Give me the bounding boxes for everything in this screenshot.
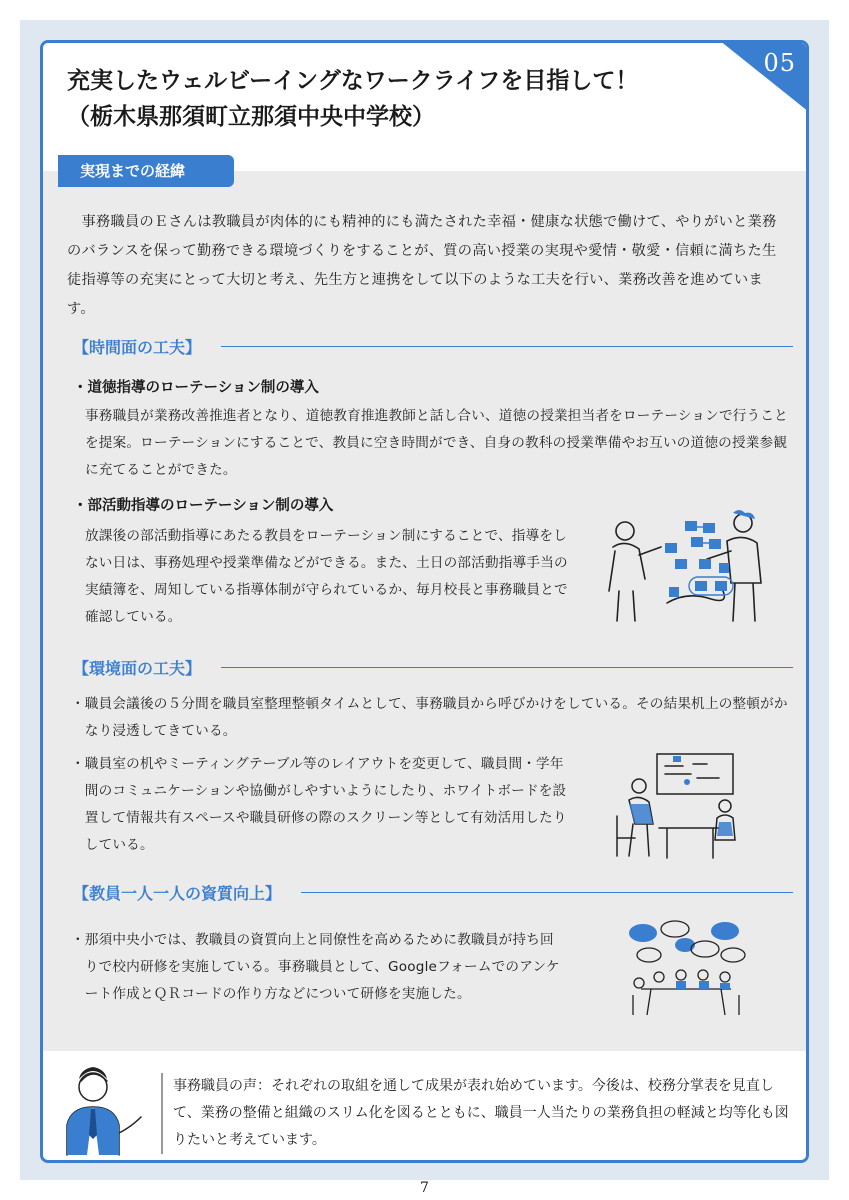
item-body-moral-rotation: 事務職員が業務改善推進者となり、道徳教育推進教師と話し合い、道徳の授業担当者をローテーションで行うことを提案。ローテーションにすることで、教員に空き時間ができ、自身の教科の授業準備やお互いの道徳の授業参観に充てることができた。 (85, 408, 788, 478)
staff-room-illustration (613, 746, 753, 862)
quality-heading-text: 【教員一人一人の資質向上】 (73, 884, 282, 903)
time-section-heading (73, 335, 793, 358)
page-title (67, 63, 638, 135)
env-bullet-1-text: 職員会議後の５分間を職員室整理整頓タイムとして、事務職員から呼びかけをしている。その結果机上の整頓がかなり浸透してきている。 (84, 696, 788, 739)
item-title-club-rotation: ・部活動指導のローテーション制の導入 (73, 498, 334, 514)
env-bullet-tidy-time: ・ 職員会議後の５分間を職員室整理整頓タイムとして、事務職員から呼びかけをしている。その結果机上の整頓がかなり浸透してきている。 (71, 691, 791, 745)
card-header (43, 43, 806, 171)
case-card (40, 40, 809, 1163)
staff-voice-box (43, 1051, 806, 1163)
time-heading-text: 【時間面の工夫】 (73, 338, 202, 357)
group-training-illustration (621, 919, 751, 1019)
env-bullet-2-text: 職員室の机やミーティングテーブル等のレイアウトを変更して、職員間・学年間のコミュニケーションや協働がしやすいようにしたり、ホワイトボードを設置して情報共有スペースや職員研修の際のスクリーン等として有効活用したりしている。 (84, 756, 567, 853)
heading-rule (221, 346, 793, 347)
item-title-moral-rotation: ・道徳指導のローテーション制の導入 (73, 380, 319, 396)
page-number: 7 (420, 1180, 429, 1196)
case-number: 05 (763, 49, 796, 77)
staff-avatar-illustration (53, 1063, 149, 1159)
item-body-club-rotation: 放課後の部活動指導にあたる教員をローテーション制にすることで、指導をしない日は、事務処理や授業準備などができる。また、土日の部活動指導手当の実績簿を、周知している指導体制が守られているか、毎月校長と事務職員とで確認している。 (85, 528, 568, 625)
env-heading-text: 【環境面の工夫】 (73, 659, 202, 678)
title-line-2: （栃木県那須町立那須中央中学校） (67, 103, 435, 130)
env-bullet-layout: ・ 職員室の机やミーティングテーブル等のレイアウトを変更して、職員間・学年間のコミュニケーションや協働がしやすいようにしたり、ホワイトボードを設置して情報共有スペースや職員研修の際のスクリーン等として有効活用したりしている。 (71, 751, 571, 859)
heading-rule (301, 892, 793, 893)
staff-voice-text: 事務職員の声：それぞれの取組を通して成果が表れ始めています。今後は、校務分掌表を見直して、業務の整備と組織のスリム化を図るとともに、職員一人当たりの業務負担の軽減と均等化も図りたいと考えています。 (161, 1073, 791, 1154)
whiteboard-meeting-illustration (603, 507, 773, 625)
intro-paragraph: 事務職員のＥさんは教職員が肉体的にも精神的にも満たされた幸福・健康な状態で働けて、やりがいと業務のバランスを保って勤務できる環境づくりをすることが、質の高い授業の実現や愛情・敬愛・信頼に満ちた生徒指導等の充実にとって大切と考え、先生方と連携をして以下のような工夫を行い、業務改善を進めています。 (67, 214, 777, 317)
quality-section-heading (73, 881, 793, 904)
heading-rule (221, 667, 793, 668)
quality-bullet-training: ・ 那須中央小では、教職員の資質向上と同僚性を高めるために教職員が持ち回りで校内研修を実施している。事務職員として、Googleフォームでのアンケート作成とＱＲコードの作り方などについて研修を実施した。 (71, 927, 567, 1008)
env-section-heading (73, 656, 793, 679)
section-tag: 実現までの経緯 (58, 155, 234, 187)
quality-bullet-1-text: 那須中央小では、教職員の資質向上と同僚性を高めるために教職員が持ち回りで校内研修を実施している。事務職員として、Googleフォームでのアンケート作成とＱＲコードの作り方などについて研修を実施した。 (84, 932, 560, 1002)
title-line-1: 充実したウェルビーイングなワークライフを目指して！ (67, 67, 639, 94)
